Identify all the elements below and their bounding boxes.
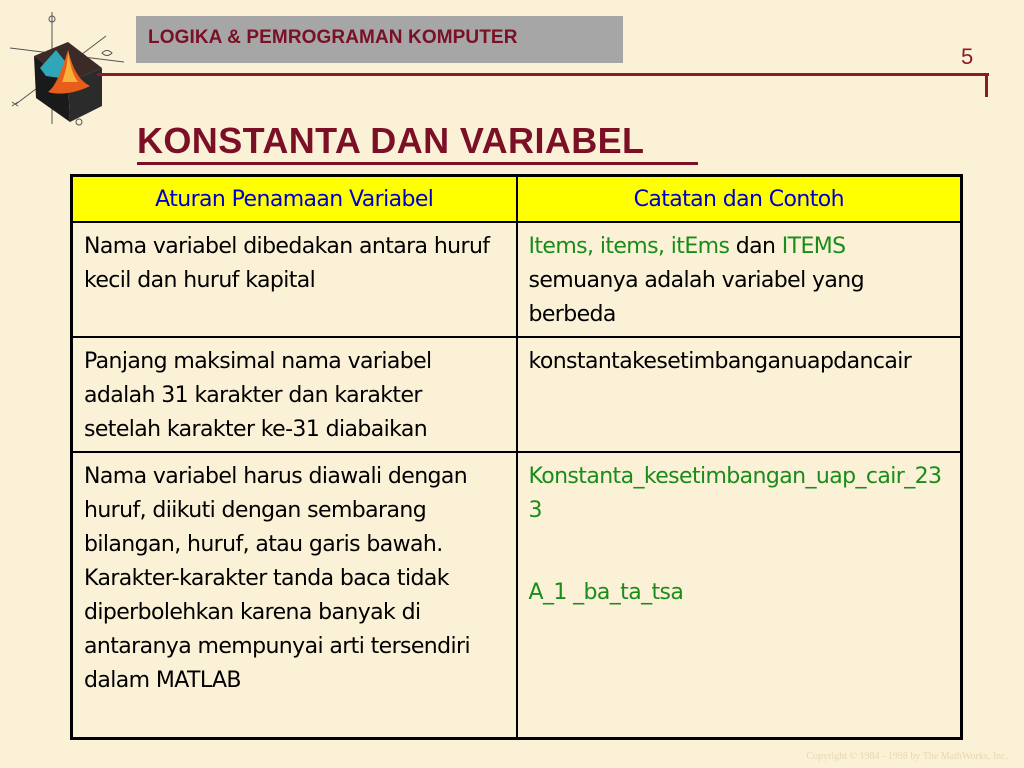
rule-cell: Panjang maksimal nama variabel adalah 31 karakter dan karakter setelah karakter ke-31 diabaikan [72,337,517,452]
example-text: Items, items, itEms [528,234,730,259]
example-text: A_1 _ba_ta_tsa [528,580,684,605]
table-row [72,452,962,738]
table-row [72,337,962,452]
naming-rules-table [70,174,963,740]
rule-cell: Nama variabel dibedakan antara huruf kecil dan huruf kapital [72,222,517,337]
page-number: 5 [961,44,974,69]
header-rules: Aturan Penamaan Variabel [72,176,517,223]
note-cell: konstantakesetimbanganuapdancair [517,337,962,452]
note-cell [517,222,962,337]
course-title: LOGIKA & PEMROGRAMAN KOMPUTER [148,27,518,48]
example-text: ITEMS [781,234,846,259]
table-row [72,222,962,337]
note-text: dan [735,234,776,259]
copyright-notice: Copyright © 1984 - 1998 by The MathWorks, Inc. [806,751,1008,762]
slide-title: KONSTANTA DAN VARIABEL [137,120,645,161]
header-rule [97,73,989,76]
course-title-banner [136,16,623,63]
header-rule-tick [985,73,988,97]
table-header-row [72,176,962,223]
header-notes: Catatan dan Contoh [517,176,962,223]
matlab-logo-icon [6,6,130,134]
note-text: semuanya adalah variabel yang berbeda [528,268,865,327]
title-underline [137,162,698,165]
example-text: Konstanta_kesetimbangan_uap_cair_233 [528,464,942,523]
rule-cell: Nama variabel harus diawali dengan huruf, diikuti dengan sembarang bilangan, huruf, atau garis bawah. Karakter-karakter tanda baca tidak diperbolehkan karena banyak di antaranya mempunyai arti tersendiri dalam MATLAB [72,452,517,738]
note-cell [517,452,962,738]
